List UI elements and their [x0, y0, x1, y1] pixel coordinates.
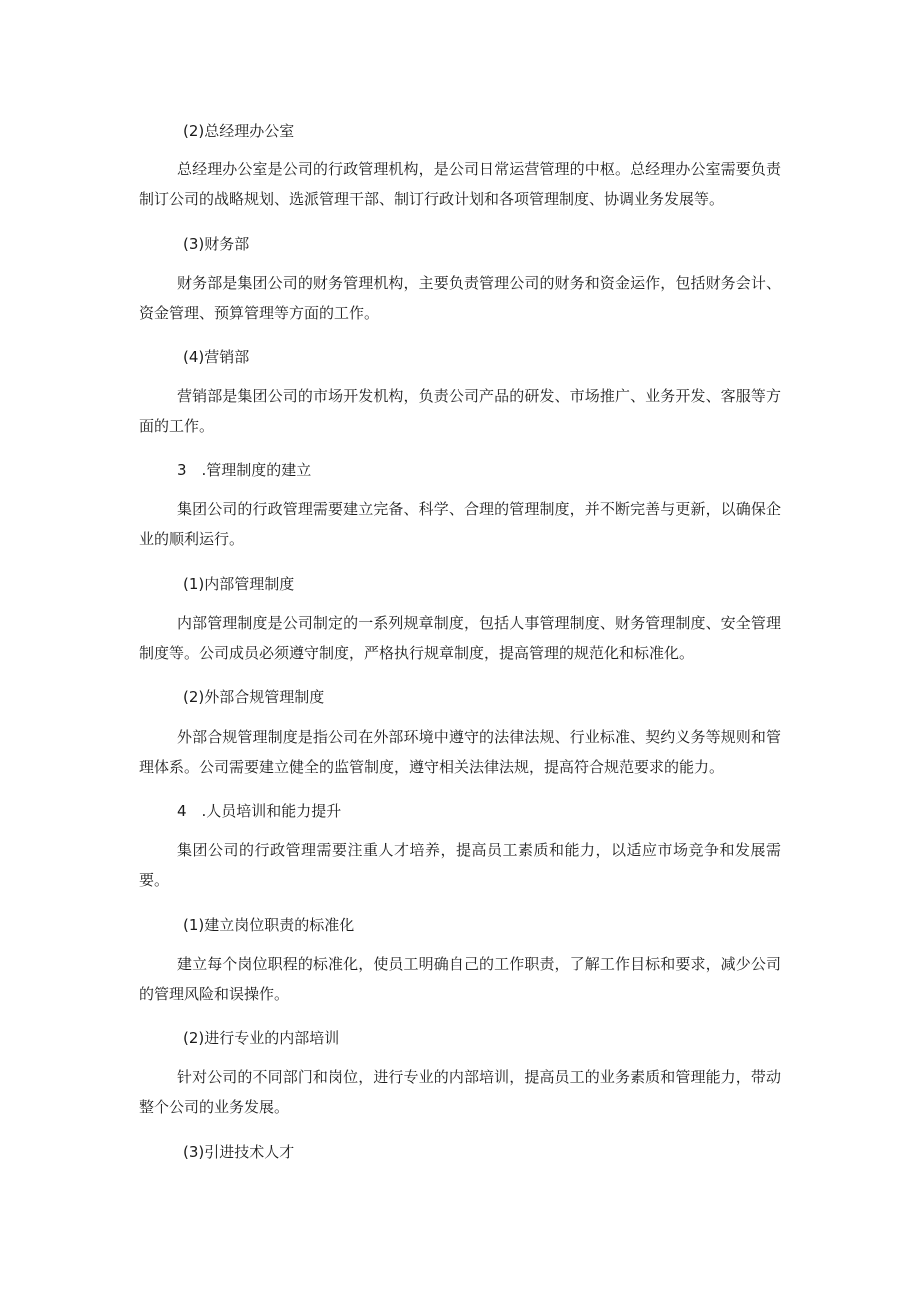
paragraph-general-manager-office: 总经理办公室是公司的行政管理机构，是公司日常运营管理的中枢。总经理办公室需要负责制订公司的战略规划、选派管理干部、制订行政计划和各项管理制度、协调业务发展等。	[139, 160, 781, 208]
subheading-internal-training: (2)进行专业的内部培训	[183, 1029, 340, 1047]
section-heading-training: 4 .人员培训和能力提升	[177, 802, 342, 820]
paragraph-management-system: 集团公司的行政管理需要建立完备、科学、合理的管理制度，并不断完善与更新，以确保企业的顺利运行。	[139, 500, 781, 548]
paragraph-internal-training: 针对公司的不同部门和岗位，进行专业的内部培训，提高员工的业务素质和管理能力，带动整个公司的业务发展。	[139, 1068, 781, 1116]
paragraph-job-standardization: 建立每个岗位职程的标准化，使员工明确自己的工作职责，了解工作目标和要求，减少公司的管理风险和误操作。	[139, 955, 781, 1003]
paragraph-training: 集团公司的行政管理需要注重人才培养，提高员工素质和能力，以适应市场竞争和发展需要。	[139, 841, 781, 889]
subheading-talent-recruitment: (3)引进技术人才	[183, 1143, 295, 1161]
subheading-internal-rules: (1)内部管理制度	[183, 575, 295, 593]
paragraph-external-compliance: 外部合规管理制度是指公司在外部环境中遵守的法律法规、行业标准、契约义务等规则和管理体系。公司需要建立健全的监管制度，遵守相关法律法规，提高符合规范要求的能力。	[139, 728, 781, 776]
subheading-job-standardization: (1)建立岗位职责的标准化	[183, 916, 355, 934]
subheading-general-manager-office: (2)总经理办公室	[183, 122, 295, 140]
subheading-external-compliance: (2)外部合规管理制度	[183, 688, 325, 706]
paragraph-finance-dept: 财务部是集团公司的财务管理机构，主要负责管理公司的财务和资金运作，包括财务会计、资金管理、预算管理等方面的工作。	[139, 274, 781, 322]
paragraph-marketing-dept: 营销部是集团公司的市场开发机构，负责公司产品的研发、市场推广、业务开发、客服等方面的工作。	[139, 387, 781, 435]
paragraph-internal-rules: 内部管理制度是公司制定的一系列规章制度，包括人事管理制度、财务管理制度、安全管理制度等。公司成员必须遵守制度，严格执行规章制度，提高管理的规范化和标准化。	[139, 614, 781, 662]
subheading-marketing-dept: (4)营销部	[183, 348, 250, 366]
subheading-finance-dept: (3)财务部	[183, 235, 250, 253]
section-heading-management-system: 3 .管理制度的建立	[177, 461, 312, 479]
